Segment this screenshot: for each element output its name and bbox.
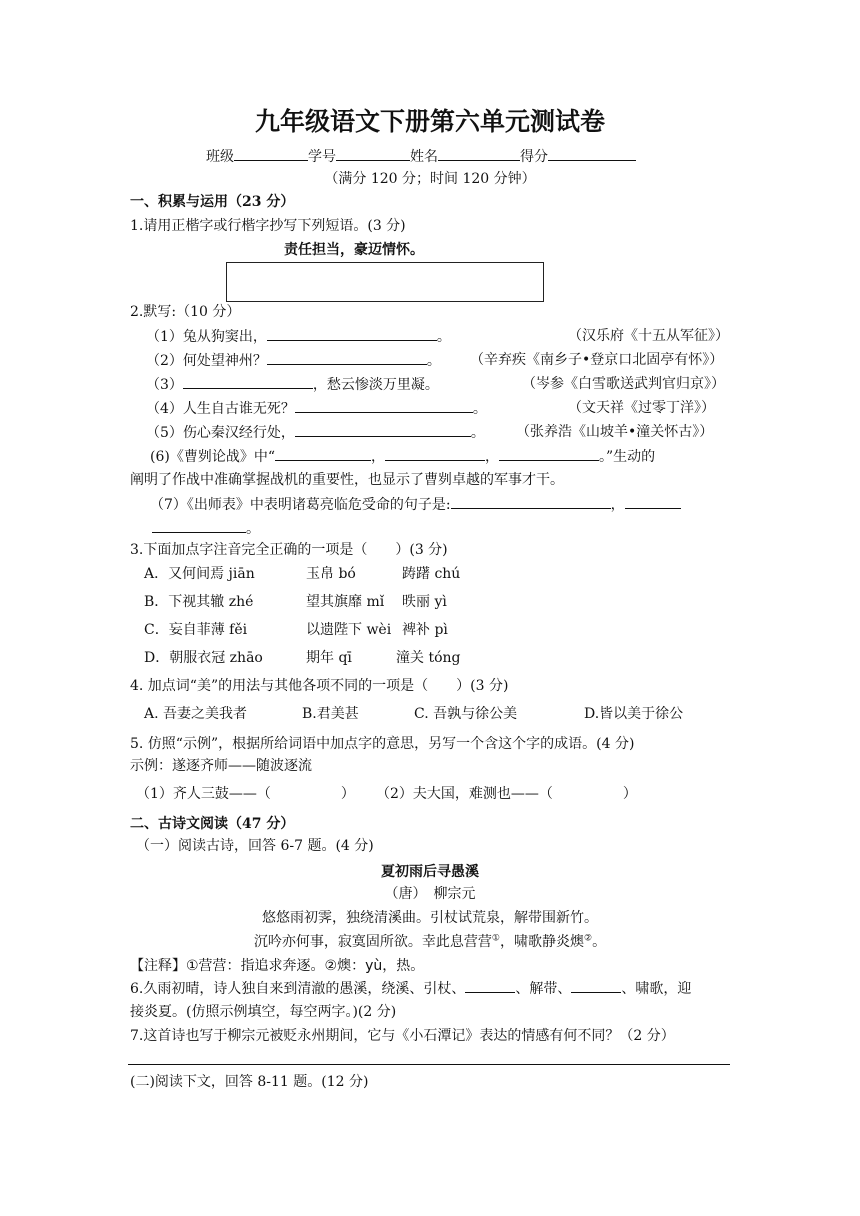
- q3-option-c-1: C．妄自菲薄 fěi: [144, 622, 248, 638]
- page-title: 九年级语文下册第六单元测试卷: [254, 107, 605, 136]
- poem-annotation: 【注释】①营营：指追求奔逐。②燠：yù，热。: [130, 958, 425, 974]
- q2-source-5: （张养浩《山坡羊•潼关怀古》）: [516, 424, 714, 440]
- q2-blank-3[interactable]: [183, 374, 313, 389]
- section-1-heading: 一、积累与运用（23 分）: [130, 194, 295, 210]
- q2-blank-7a[interactable]: [451, 494, 611, 509]
- q4-option-a: A. 吾妻之美我者: [144, 706, 248, 722]
- q5-stem: 5. 仿照“示例”，根据所给词语中加点字的意思，另写一个含这个字的成语。(4 分): [130, 736, 635, 752]
- q2-blank-1[interactable]: [267, 326, 437, 341]
- q2-source-3: （岑参《白雪歌送武判官归京》）: [522, 376, 725, 392]
- q2-blank-7c[interactable]: [152, 518, 246, 533]
- q2-blank-6a[interactable]: [275, 446, 371, 461]
- q3-option-c-2: 以遗陛下 wèi: [306, 622, 392, 638]
- number-label: 学号: [308, 149, 336, 165]
- q6-blank-2[interactable]: [571, 978, 621, 993]
- q2-line-2: （2）何处望神州？ 。: [146, 350, 441, 371]
- q2-blank-6b[interactable]: [385, 446, 485, 461]
- poem-line-1: 悠悠雨初霁，独绕清溪曲。引杖试荒泉，解带围新竹。: [262, 910, 598, 926]
- q3-option-a-3: 踌躇 chú: [402, 566, 461, 582]
- q2-line-7-cont: 。: [152, 518, 260, 539]
- q2-line-1: （1）兔从狗窦出， 。: [146, 326, 451, 347]
- q7-stem: 7.这首诗也写于柳宗元被贬永州期间，它与《小石潭记》表达的情感有何不同？（2 分）: [130, 1028, 675, 1044]
- class-label: 班级: [206, 149, 234, 165]
- q1-phrase: 责任担当，豪迈情怀。: [284, 242, 424, 258]
- exam-note: （满分 120 分；时间 120 分钟）: [324, 171, 536, 187]
- q3-option-b-2: 望其旗靡 mǐ: [306, 594, 385, 610]
- q6-line-1: 6.久雨初晴，诗人独自来到清澈的愚溪，绕溪、引杖、 、解带、 、啸歌，迎: [130, 978, 691, 999]
- score-field[interactable]: [548, 146, 636, 161]
- q6-line-2: 接炎夏。(仿照示例填空，每空两字。)(2 分): [130, 1004, 397, 1020]
- q2-blank-6c[interactable]: [499, 446, 599, 461]
- q2-line-6: (6)《曹刿论战》中“ ， ， 。”生动的: [150, 446, 655, 467]
- poem-line-2: 沉吟亦何事，寂寞固所欲。幸此息营营①，啸歌静炎燠②。: [253, 933, 607, 950]
- q4-option-d: D.皆以美于徐公: [584, 706, 684, 722]
- q2-source-4: （文天祥《过零丁洋》）: [568, 400, 715, 416]
- q5-item-1: （1）齐人三鼓——（ ）: [136, 786, 355, 802]
- q2-line-7: （7）《出师表》中表明诸葛亮临危受命的句子是: ，: [150, 494, 681, 515]
- q5-example: 示例：遂逐齐师——随波逐流: [130, 758, 312, 774]
- q3-option-b-1: B．下视其辙 zhé: [144, 594, 254, 610]
- name-field[interactable]: [438, 146, 520, 161]
- poem-author: （唐） 柳宗元: [384, 886, 476, 902]
- info-row: [206, 146, 636, 167]
- q2-blank-4[interactable]: [295, 398, 473, 413]
- q1-answer-box[interactable]: [226, 262, 544, 302]
- q3-option-d-3: 潼关 tóng: [396, 650, 461, 666]
- number-field[interactable]: [336, 146, 410, 161]
- q4-option-b: B.君美甚: [302, 706, 359, 722]
- q4-option-c: C. 吾孰与徐公美: [414, 706, 518, 722]
- q2-line-5: （5）伤心秦汉经行处， 。: [146, 422, 485, 443]
- q5-item-2: （2）夫大国，难测也——（ ）: [376, 786, 637, 802]
- q2-blank-2[interactable]: [267, 350, 427, 365]
- q2-source-1: （汉乐府《十五从军征》）: [568, 328, 729, 344]
- q1-stem: 1.请用正楷字或行楷字抄写下列短语。(3 分): [130, 218, 406, 234]
- q2-blank-7b[interactable]: [625, 494, 681, 509]
- section-2-heading: 二、古诗文阅读（47 分）: [130, 816, 295, 832]
- class-field[interactable]: [234, 146, 308, 161]
- q3-option-c-3: 裨补 pì: [402, 622, 448, 638]
- q2-line-6-cont: 阐明了作战中准确掌握战机的重要性，也显示了曹刿卓越的军事才干。: [130, 472, 564, 488]
- q2-line-4: （4）人生自古谁无死？ 。: [146, 398, 487, 419]
- poem-title: 夏初雨后寻愚溪: [381, 864, 479, 880]
- q2-stem: 2.默写:（10 分）: [130, 304, 241, 320]
- q3-stem: 3.下面加点字注音完全正确的一项是（ ）(3 分): [130, 542, 448, 558]
- name-label: 姓名: [410, 149, 438, 165]
- q3-option-a-1: A．又何间焉 jiān: [144, 566, 255, 582]
- q2-line-3: （3） ，愁云惨淡万里凝。: [146, 374, 439, 395]
- q3-option-d-2: 期年 qī: [306, 650, 352, 666]
- q6-blank-1[interactable]: [465, 978, 515, 993]
- score-label: 得分: [520, 149, 548, 165]
- q3-option-b-3: 昳丽 yì: [402, 594, 447, 610]
- q2-blank-5[interactable]: [295, 422, 471, 437]
- q4-stem: 4. 加点词“美”的用法与其他各项不同的一项是（ ）(3 分): [130, 678, 509, 694]
- q3-option-d-1: D．朝服衣冠 zhāo: [144, 650, 263, 666]
- q7-answer-line[interactable]: [128, 1064, 730, 1065]
- subsection-2: (二)阅读下文，回答 8-11 题。(12 分): [130, 1074, 369, 1090]
- q2-source-2: （辛弃疾《南乡子•登京口北固亭有怀》）: [470, 352, 724, 368]
- subsection-1: （一）阅读古诗，回答 6-7 题。(4 分): [136, 838, 374, 854]
- q3-option-a-2: 玉帛 bó: [306, 566, 356, 582]
